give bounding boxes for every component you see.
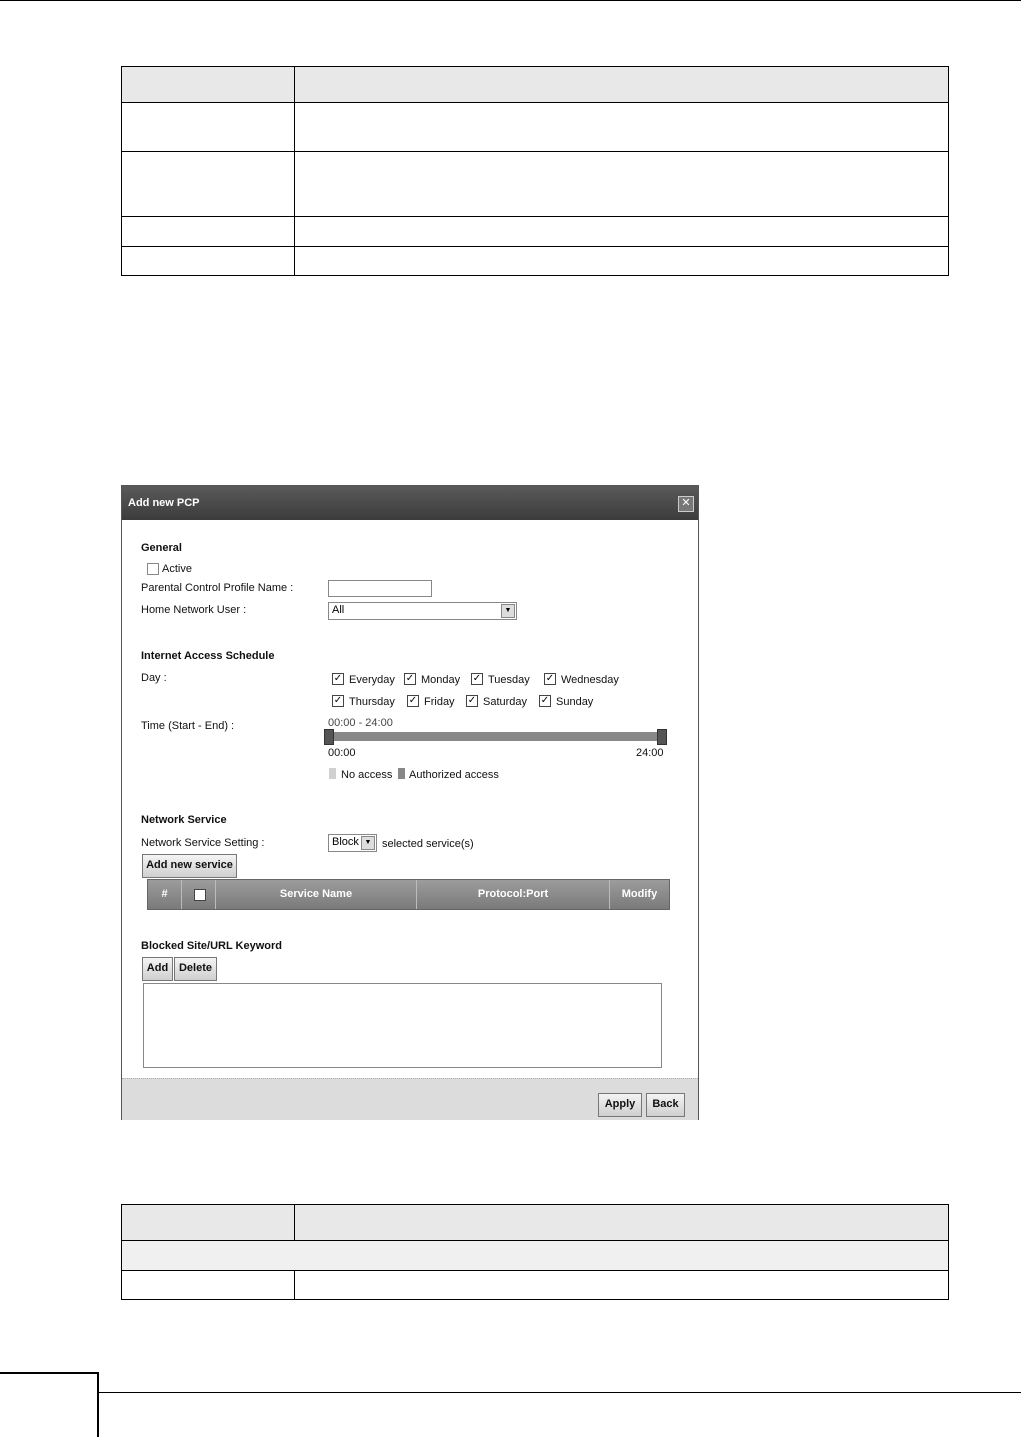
dialog-title-bar bbox=[122, 486, 698, 520]
blocked-keyword-heading: Blocked Site/URL Keyword bbox=[141, 940, 282, 952]
time-end-label: 24:00 bbox=[636, 747, 664, 759]
authorized-swatch bbox=[398, 768, 405, 779]
day-label: Day : bbox=[141, 672, 167, 684]
service-table-header bbox=[147, 879, 670, 910]
back-button[interactable]: Back bbox=[646, 1093, 685, 1117]
col-modify: Modify bbox=[621, 888, 658, 900]
col-number: # bbox=[148, 880, 182, 909]
table-cell bbox=[122, 247, 295, 276]
monday-checkbox[interactable]: ✓ bbox=[405, 673, 415, 684]
table-cell bbox=[295, 1271, 949, 1300]
table-cell bbox=[122, 1271, 295, 1300]
time-range-text: 00:00 - 24:00 bbox=[328, 717, 393, 729]
tuesday-checkbox[interactable]: ✓ bbox=[472, 673, 482, 684]
apply-button[interactable]: Apply bbox=[598, 1093, 642, 1117]
time-start-handle[interactable] bbox=[324, 729, 334, 745]
friday-checkbox[interactable]: ✓ bbox=[408, 695, 418, 706]
time-slider-track[interactable] bbox=[328, 732, 664, 741]
table-section-row bbox=[122, 1241, 949, 1271]
delete-keyword-button[interactable]: Delete bbox=[174, 957, 217, 981]
no-access-swatch bbox=[329, 768, 336, 779]
table-header-cell bbox=[295, 1205, 949, 1241]
top-rule bbox=[0, 0, 1021, 1]
table-cell bbox=[295, 217, 949, 247]
page-number-box bbox=[0, 1372, 99, 1437]
table-cell bbox=[295, 103, 949, 152]
table-header-cell bbox=[122, 1205, 295, 1241]
dialog-title: Add new PCP bbox=[128, 497, 200, 509]
day-label-monday: Monday bbox=[421, 674, 461, 686]
chevron-down-icon: ▼ bbox=[361, 836, 375, 850]
home-user-value: All bbox=[332, 604, 345, 616]
time-start-label: 00:00 bbox=[328, 747, 356, 759]
time-label: Time (Start - End) : bbox=[141, 720, 235, 732]
authorized-legend: Authorized access bbox=[409, 769, 499, 781]
col-service-name: Service Name bbox=[216, 880, 417, 909]
day-label-tuesday: Tuesday bbox=[488, 674, 530, 686]
day-label-everyday: Everyday bbox=[349, 674, 395, 686]
thursday-checkbox[interactable]: ✓ bbox=[333, 695, 343, 706]
wednesday-checkbox[interactable]: ✓ bbox=[545, 673, 555, 684]
footer-rule bbox=[99, 1392, 1021, 1393]
keyword-list[interactable] bbox=[143, 983, 662, 1068]
profile-name-input[interactable] bbox=[328, 580, 432, 597]
close-icon[interactable]: ✕ bbox=[678, 496, 694, 512]
day-label-wednesday: Wednesday bbox=[561, 674, 619, 686]
general-heading: General bbox=[141, 542, 182, 554]
chevron-down-icon: ▼ bbox=[501, 604, 515, 618]
table-cell bbox=[122, 217, 295, 247]
col-select-all bbox=[182, 880, 216, 909]
sunday-checkbox[interactable]: ✓ bbox=[540, 695, 550, 706]
add-pcp-dialog bbox=[121, 485, 699, 1120]
day-label-saturday: Saturday bbox=[483, 696, 528, 708]
schedule-heading: Internet Access Schedule bbox=[141, 650, 275, 662]
everyday-checkbox[interactable]: ✓ bbox=[333, 673, 343, 684]
table-cell bbox=[295, 152, 949, 217]
col-protocol-port: Protocol:Port bbox=[417, 880, 610, 909]
bottom-table bbox=[121, 1204, 949, 1300]
select-all-checkbox[interactable] bbox=[194, 889, 206, 901]
table-cell bbox=[122, 152, 295, 217]
add-new-service-button[interactable]: Add new service bbox=[142, 854, 237, 878]
table-cell bbox=[122, 103, 295, 152]
table-cell bbox=[295, 247, 949, 276]
dialog-footer bbox=[122, 1078, 698, 1120]
table-header-cell bbox=[295, 67, 949, 103]
network-service-value: Block bbox=[332, 836, 359, 848]
home-user-select[interactable] bbox=[328, 602, 517, 620]
top-table bbox=[121, 66, 949, 276]
add-keyword-button[interactable]: Add bbox=[142, 957, 173, 981]
day-label-sunday: Sunday bbox=[556, 696, 594, 708]
day-label-thursday: Thursday bbox=[349, 696, 395, 708]
active-checkbox[interactable] bbox=[147, 563, 159, 575]
network-service-setting-label: Network Service Setting : bbox=[141, 837, 265, 849]
active-label: Active bbox=[162, 563, 192, 575]
network-service-select[interactable] bbox=[328, 834, 377, 852]
day-label-friday: Friday bbox=[424, 696, 455, 708]
table-header-cell bbox=[122, 67, 295, 103]
network-service-heading: Network Service bbox=[141, 814, 227, 826]
saturday-checkbox[interactable]: ✓ bbox=[467, 695, 477, 706]
time-end-handle[interactable] bbox=[657, 729, 667, 745]
profile-name-label: Parental Control Profile Name : bbox=[141, 582, 294, 594]
selected-services-text: selected service(s) bbox=[382, 838, 474, 850]
home-user-label: Home Network User : bbox=[141, 604, 247, 616]
no-access-legend: No access bbox=[341, 769, 393, 781]
